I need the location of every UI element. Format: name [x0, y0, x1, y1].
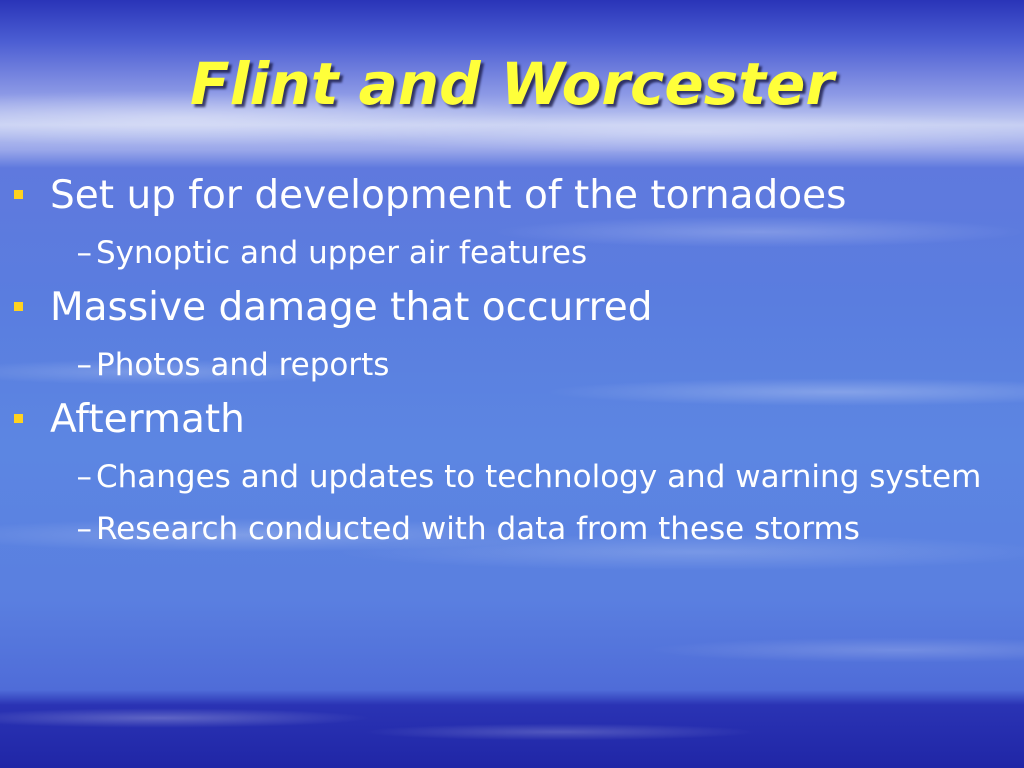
dash-bullet-icon: –: [76, 347, 92, 383]
bullet-item: [14, 170, 1004, 222]
bullet-text: Set up for development of the tornadoes: [50, 173, 847, 218]
sub-bullet-item: [14, 506, 1004, 552]
sub-bullet-item: [14, 454, 1004, 500]
dash-bullet-icon: –: [76, 511, 92, 547]
sub-bullet-item: [14, 230, 1004, 276]
dash-bullet-icon: –: [76, 235, 92, 271]
bullet-item: [14, 282, 1004, 334]
slide-body: [14, 170, 1004, 558]
dash-bullet-icon: –: [76, 459, 92, 495]
bullet-item: [14, 394, 1004, 446]
bullet-text: Aftermath: [50, 397, 245, 442]
sub-bullet-text: Synoptic and upper air features: [96, 235, 588, 271]
square-bullet-icon: [14, 414, 23, 423]
sub-bullet-text: Changes and updates to technology and warning system: [96, 459, 982, 495]
sub-bullet-item: [14, 342, 1004, 388]
square-bullet-icon: [14, 190, 23, 199]
slide-title: Flint and Worcester: [190, 50, 834, 118]
sub-bullet-text: Photos and reports: [96, 347, 390, 383]
bullet-text: Massive damage that occurred: [50, 285, 653, 330]
sub-bullet-text: Research conducted with data from these storms: [96, 511, 860, 547]
square-bullet-icon: [14, 302, 23, 311]
